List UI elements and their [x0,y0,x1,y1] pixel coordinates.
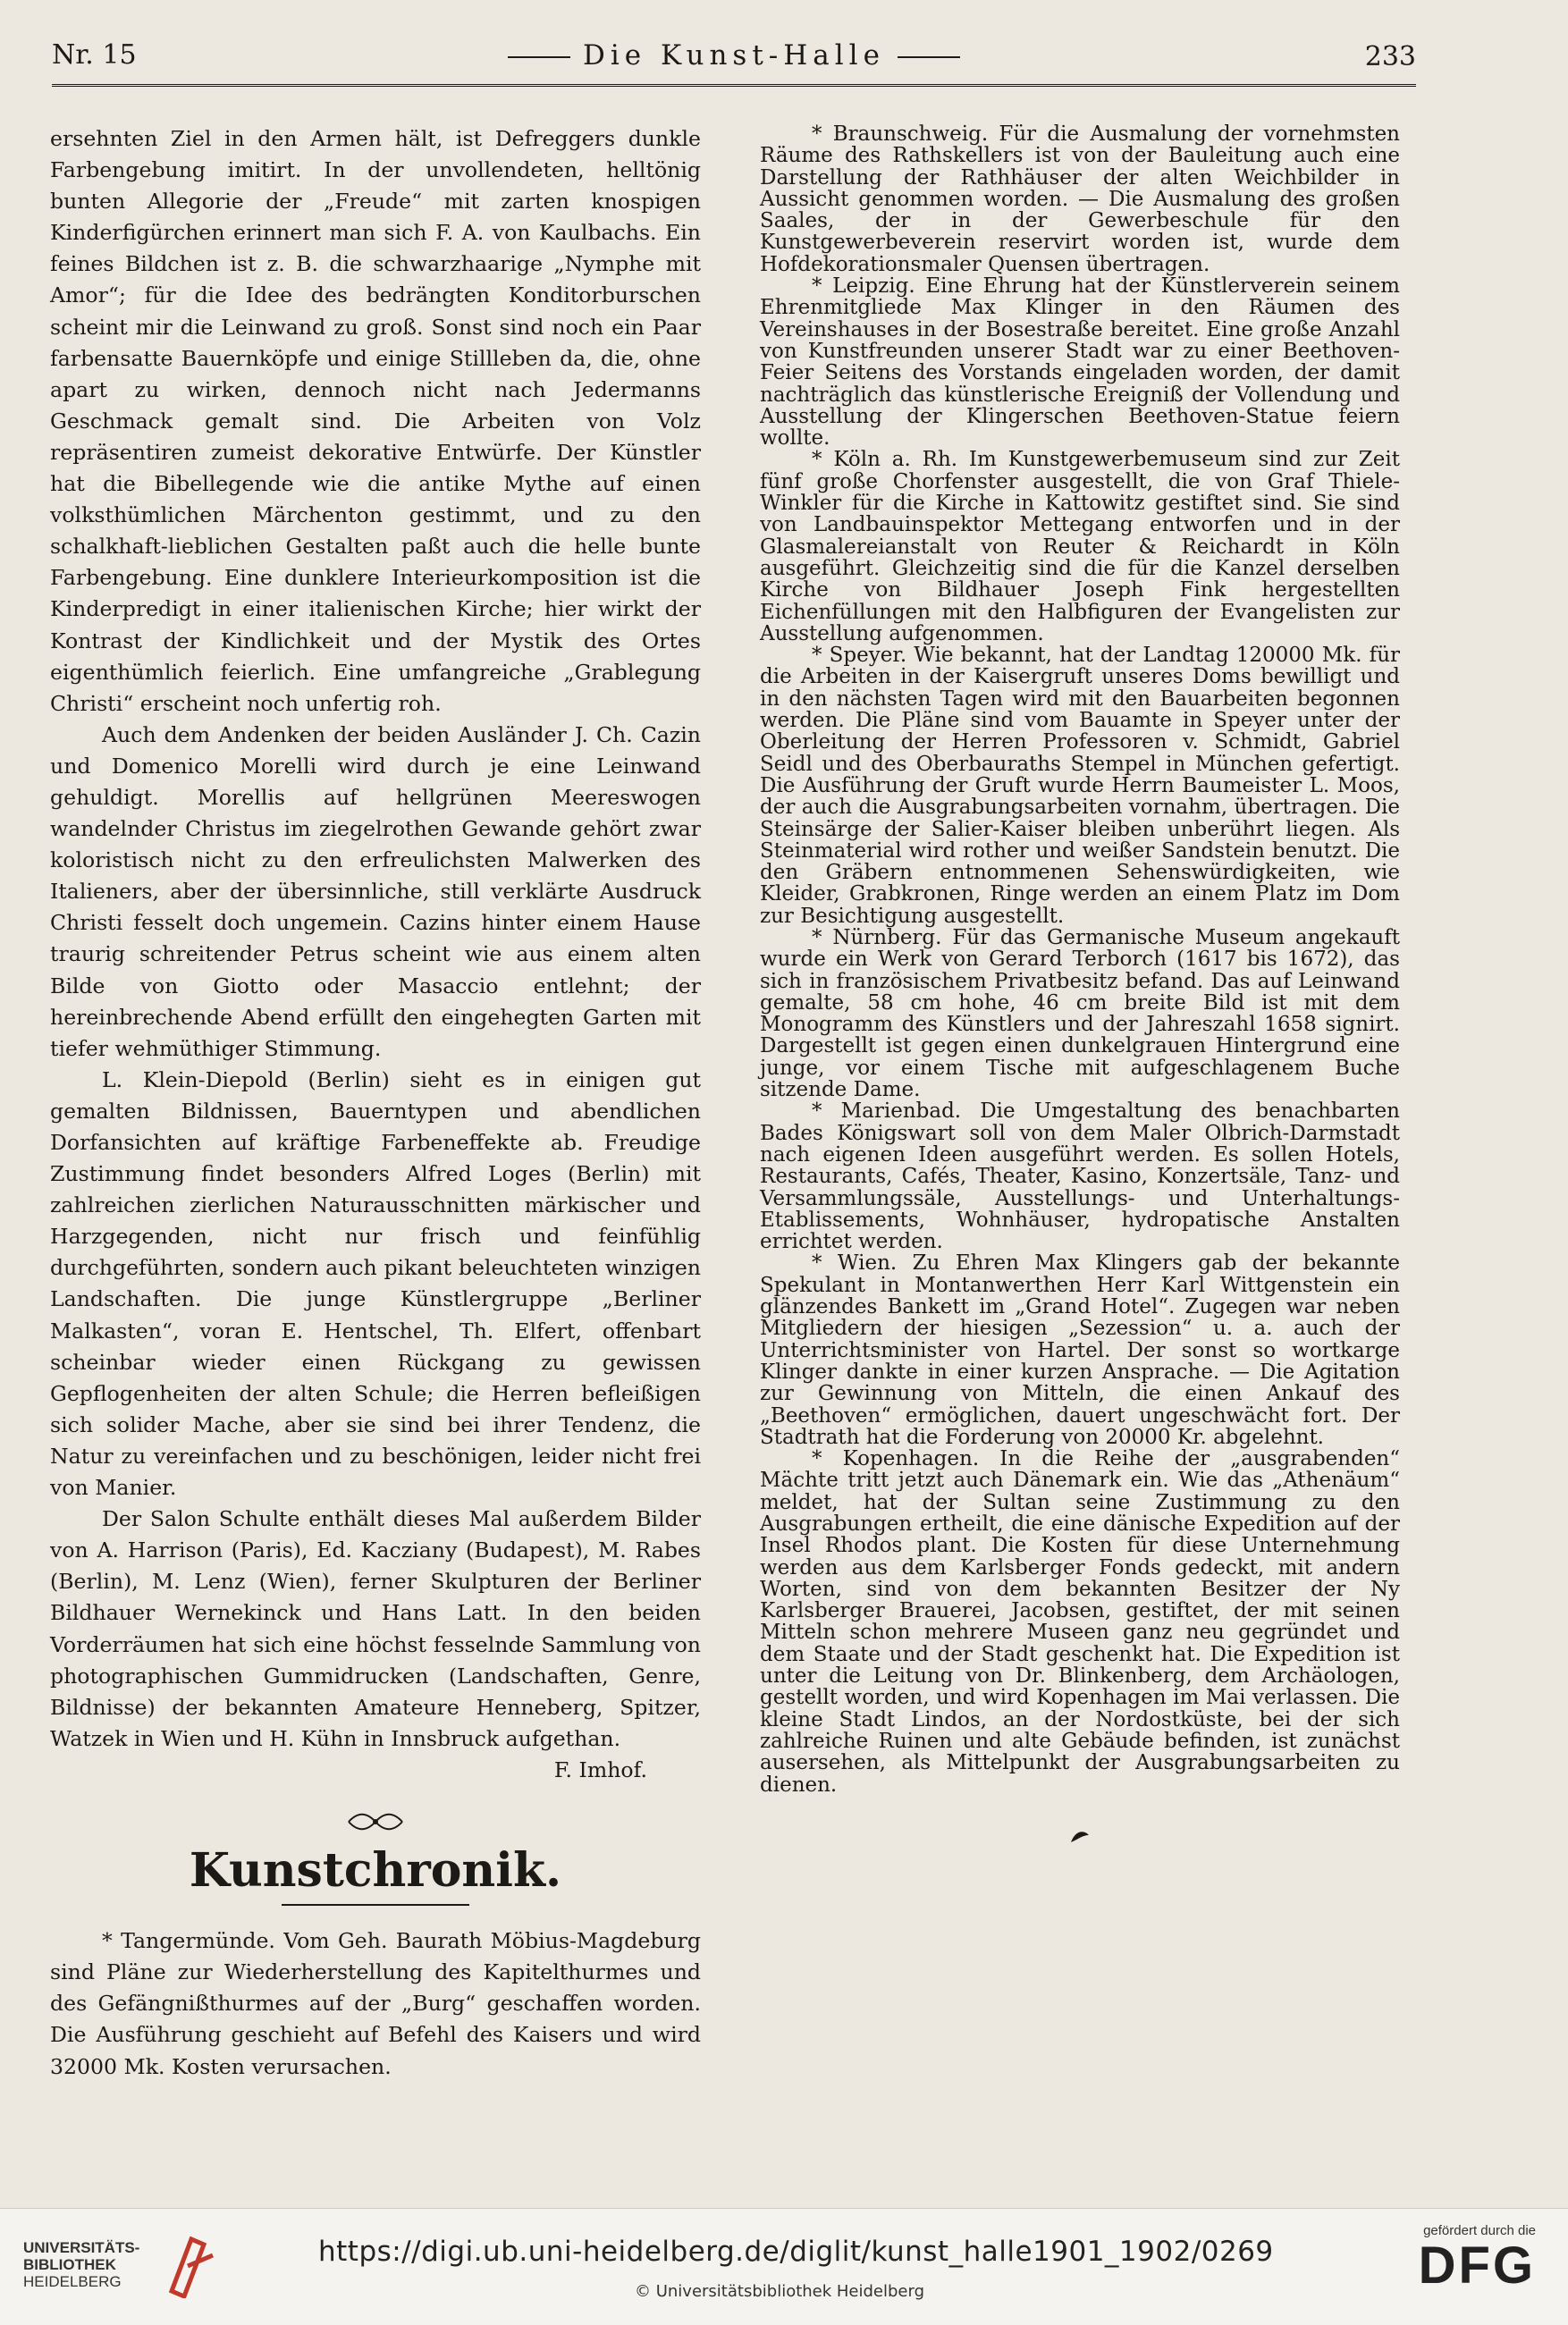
paragraph: ersehnten Ziel in den Armen hält, ist Defreggers dunkle Farbengebung imitirt. In der unvollendeten, helltönig bunten Allegorie der „Freude“ mit zarten knospigen Kinderfigürchen erinnert man sich F. A. von Kaulbachs. Ein feines Bildchen ist z. B. die schwarzhaarige „Nymphe mit Amor“; für die Idee des bedrängten Konditorburschen scheint mir die Leinwand zu groß. Sonst sind noch ein Paar farbensatte Bauernköpfe und einige Stillleben da, die, ohne apart zu wirken, dennoch nicht nach Jedermanns Geschmack gemalt sind. Die Arbeiten von Volz repräsentiren zumeist dekorative Entwürfe. Der Künstler hat die Bibellegende wie die antike Mythe auf einen volksthümlichen Märchenton gestimmt, und zu den schalkhaft-lieblichen Gestalten paßt auch die helle bunte Farbengebung. Eine dunklere Interieurkomposition ist die Kinderpredigt in einer italienischen Kirche; hier wirkt der Kontrast der Kindlichkeit und der Mystik des Ortes eigenthümlich feierlich. Eine umfangreiche „Grablegung Christi“ erscheint noch unfertig roh. [50,126,701,716]
header-rule [52,84,1416,90]
chronicle-entry: * Speyer. Wie bekannt, hat der Landtag 120000 Mk. für die Arbeiten in der Kaisergruft unseres Doms bewilligt und in den nächsten Tagen wird mit den Bauarbeiten begonnen werden. Die Pläne sind vom Bauamte in Speyer unter der Oberleitung der Herren Professoren v. Schmidt, Gabriel Seidl und des Oberbauraths Stempel in München gefertigt. Die Ausführung der Gruft wurde Herrn Baumeister L. Moos, der auch die Ausgrabungsarbeiten vornahm, übertragen. Die Steinsärge der Salier-Kaiser bleiben unberührt liegen. Als Steinmaterial wird rother und weißer Sandstein benutzt. Die den Gräbern entnommenen Sehenswürdigkeiten, wie Kleider, Grabkronen, Ringe werden an einem Platz im Dom zur Besichtigung ausgestellt. [760,644,1400,928]
chronicle-entry: * Tangermünde. Vom Geh. Baurath Möbius-Magdeburg sind Pläne zur Wiederherstellung des Kapitelthurmes und des Gefängnißthurmes auf der „Burg“ geschaffen worden. Die Ausführung geschieht auf Befehl des Kaisers und wird 32000 Mk. Kosten verursachen. [50,1928,701,2079]
funded-by-label: gefördert durch die [1423,2223,1536,2238]
library-emblem-icon [164,2232,220,2298]
library-name-line: HEIDELBERG [23,2273,122,2290]
ornament-right [898,56,960,58]
dfg-wordmark: DFG [1418,2237,1536,2295]
vignette-ornament [50,1807,701,1839]
journal-title: Die Kunst-Halle [583,39,885,72]
author-signature: F. Imhof. [553,1756,647,1782]
library-footer [0,2208,1568,2325]
paragraph: L. Klein-Diepold (Berlin) sieht es in einigen gut gemalten Bildnissen, Bauerntypen und abendlichen Dorfansichten auf kräftige Farbeneffekte ab. Freudige Zustimmung findet besonders Alfred Loges (Berlin) mit zahlreichen zierlichen Naturausschnitten märkischer und Harzgegenden, nicht nur frisch und feinfühlig durchgeführten, sondern auch pikant beleuchteten winzigen Landschaften. Die junge Künstlergruppe „Berliner Malkasten“, voran E. Hentschel, Th. Elfert, offenbart scheinbar wieder einen Rückgang zu gewissen Gepflogenheiten der alten Schule; die Herren befleißigen sich solider Mache, aber sie sind bei ihrer Tendenz, die Natur zu vereinfachen und zu beschönigen, leider nicht frei von Manier. [50,1066,701,1501]
page-number: 233 [1364,41,1416,72]
right-column [760,123,1400,1849]
chronicle-entry: * Wien. Zu Ehren Max Klingers gab der bekannte Spekulant in Montanwerthen Herr Karl Wittgenstein ein glänzendes Bankett im „Grand Hotel“. Zugegen war neben Mitgliedern der hiesigen „Sezession“ u. a. auch der Unterrichtsminister von Hartel. Der sonst so wortkarge Klinger dankte in einer kurzen Ansprache. — Die Agitation zur Gewinnung von Mitteln, die einen Ankauf des „Beethoven“ ermöglichen, dauert ungeschwächt fort. Der Stadtrath hat die Forderung von 20000 Kr. abgelehnt. [760,1251,1400,1449]
paragraph: Der Salon Schulte enthält dieses Mal außerdem Bilder von A. Harrison (Paris), Ed. Kacziany (Budapest), M. Rabes (Berlin), M. Lenz (Wien), ferner Skulpturen der Berliner Bildhauer Wernekinck und Hans Latt. In den beiden Vorderräumen hat sich eine höchst fesselnde Sammlung von photographischen Gummidrucken (Landschaften, Genre, Bildnisse) der bekannten Amateure Henneberg, Spitzer, Watzek in Wien und H. Kühn in Innsbruck aufgethan. [50,1506,701,1751]
section-rule [282,1904,469,1906]
vignette-icon [344,1812,407,1832]
chronicle-entry: * Kopenhagen. In die Reihe der „ausgrabenden“ Mächte tritt jetzt auch Dänemark ein. Wie das „Athenäum“ meldet, hat der Sultan seine Zustimmung zu den Ausgrabungen ertheilt, die eine dänische Expedition auf der Insel Rhodos plant. Die Kosten für diese Unternehmung werden aus dem Karlsberger Fonds gedeckt, mit andern Worten, sind von dem bekannten Besitzer der Ny Karlsberger Brauerei, Jacobsen, gestiftet, der mit seinen Mitteln schon mehrere Museen ganz neu gegründet und dem Staate und der Stadt geschenkt hat. Die Expedition ist unter die Leitung von Dr. Blinkenberg, dem Archäologen, gestellt worden, und wird Kopenhagen im Mai verlassen. Die kleine Stadt Lindos, an der Nordostküste, bei der sich zahlreiche Ruinen und alte Gebäude befinden, ist zunächst ausersehen, als Mittelpunkt der Ausgrabungsarbeiten zu dienen. [760,1447,1400,1797]
copyright-notice: © Universitätsbibliothek Heidelberg [635,2282,925,2301]
paragraph: Auch dem Andenken der beiden Ausländer J. Ch. Cazin und Domenico Morelli wird durch je eine Leinwand gehuldigt. Morellis auf hellgrünen Meereswogen wandelnder Christus im ziegelrothen Gewande gehört zwar koloristisch nicht zu den erfreulichsten Malwerken des Italieners, aber der übersinnliche, still verklärte Ausdruck Christi fesselt doch ungemein. Cazins hinter einem Hause traurig schreitender Petrus scheint wie aus einem alten Bilde von Giotto oder Masaccio entlehnt; der hereinbrechende Abend erfüllt den eingehegten Garten mit tiefer wehmüthiger Stimmung. [50,721,701,1061]
journal-title-line [52,39,1416,72]
library-name [23,2239,139,2290]
left-column [50,123,701,2083]
library-logo[interactable] [23,2227,256,2307]
chronicle-entry: * Marienbad. Die Umgestaltung des benachbarten Bades Königswart soll von dem Maler Olbrich-Darmstadt nach eigenen Ideen ausgeführt werden. Es sollen Hotels, Restaurants, Cafés, Theater, Kasino, Konzertsäle, Tanz- und Versammlungssäle, Ausstellungs- und Unterhaltungs-Etablissements, Wohnhäuser, hydropatische Anstalten errichtet werden. [760,1099,1400,1254]
chronicle-entry: * Braunschweig. Für die Ausmalung der vornehmsten Räume des Rathskellers ist von der Bauleitung auch eine Darstellung der Rathhäuser der alten Weichbilder in Aussicht genommen worden. — Die Ausmalung des großen Saales, der in der Gewerbeschule für den Kunstgewerbeverein reservirt worden ist, wurde dem Hofdekorationsmaler Quensen übertragen. [760,122,1400,276]
issue-number: Nr. 15 [52,39,137,71]
chronicle-entry: * Köln a. Rh. Im Kunstgewerbemuseum sind zur Zeit fünf große Chorfenster ausgestellt, die von Graf Thiele-Winkler für die Kirche in Kattowitz gestiftet sind. Sie sind von Landbauinspektor Mettegang entworfen und in der Glasmalereianstalt von Reuter & Reichardt in Köln ausgeführt. Gleichzeitig sind die für die Kanzel derselben Kirche von Bildhauer Joseph Fink hergestellten Eichenfüllungen mit den Halbfiguren der Evangelisten zur Ausstellung aufgenommen. [760,448,1400,645]
end-ornament [760,1826,1400,1849]
chronicle-entry: * Leipzig. Eine Ehrung hat der Künstlerverein seinem Ehrenmitgliede Max Klinger in den Räumen des Vereinshauses in der Bosestraße bereitet. Eine große Anzahl von Kunstfreunden unserer Stadt war zu einer Beethoven-Feier Seitens des Vorstands eingeladen worden, der damit nachträglich das künstlerische Ereigniß der Vollendung und Ausstellung der Klingerschen Beethoven-Statue feiern wollte. [760,274,1400,451]
running-header [52,39,1416,79]
permalink[interactable]: https://digi.ub.uni-heidelberg.de/diglit/kunst_halle1901_1902/0269 [318,2236,1274,2268]
section-title: Kunstchronik. [189,1843,562,1899]
ornament-left [508,56,570,58]
fleuron-icon [1068,1826,1092,1846]
library-name-line: UNIVERSITÄTS- [23,2239,140,2256]
library-name-line: BIBLIOTHEK [23,2256,116,2273]
chronicle-entry: * Nürnberg. Für das Germanische Museum angekauft wurde ein Werk von Gerard Terborch (1617 bis 1672), das sich in französischem Privatbesitz befand. Das auf Leinwand gemalte, 58 cm hohe, 46 cm breite Bild ist mit dem Monogramm des Künstlers und der Jahreszahl 1658 signirt. Dargestellt ist gegen einen dunkelgrauen Hintergrund eine junge, vor einem Tische mit aufgeschlagenem Buche sitzende Dame. [760,925,1400,1102]
dfg-logo[interactable] [1375,2223,1536,2294]
